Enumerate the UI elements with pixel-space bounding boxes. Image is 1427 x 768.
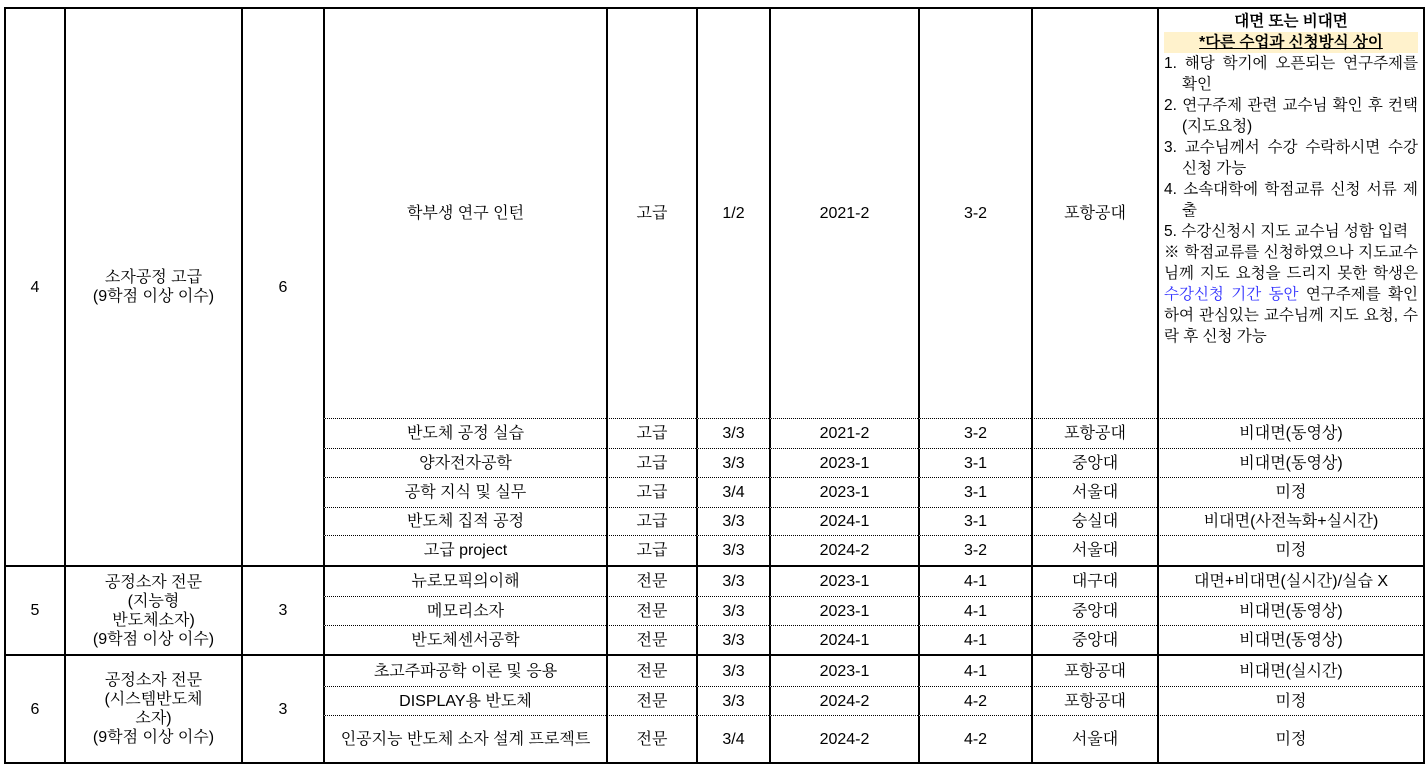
intern-note-cell	[1157, 9, 1423, 418]
cell-course-name: 뉴로모픽의이해	[323, 567, 606, 596]
course-group-5	[6, 565, 1423, 654]
cell-course-name: 공학 지식 및 실무	[323, 477, 606, 507]
cell-course-name: 반도체 공정 실습	[323, 418, 606, 448]
cell-level: 전문	[606, 686, 696, 715]
group-category	[64, 656, 241, 762]
category-line: (9학점 이상 이수)	[92, 729, 215, 746]
cell-ratio: 3/3	[696, 507, 769, 535]
cell-term: 2021-2	[769, 418, 918, 448]
cell-note: 미정	[1157, 535, 1423, 565]
note-step: 5. 수강신청시 지도 교수님 성함 입력	[1164, 223, 1409, 240]
cell-ratio: 3/3	[696, 656, 769, 686]
cell-note: 미정	[1157, 686, 1423, 715]
cell-term: 2023-1	[769, 567, 918, 596]
cell-level: 전문	[606, 596, 696, 625]
category-line: (시스템반도체	[104, 691, 203, 708]
cell-term: 2021-2	[769, 9, 918, 418]
cell-level: 고급	[606, 9, 696, 418]
group-category	[64, 9, 241, 565]
note-subtitle: *다른 수업과 신청방식 상이	[1164, 32, 1418, 53]
cell-grade-term: 3-2	[918, 418, 1031, 448]
category-line: (9학점 이상 이수)	[92, 288, 215, 305]
cell-grade-term: 4-2	[918, 686, 1031, 715]
cell-term: 2023-1	[769, 477, 918, 507]
category-line: 소자)	[135, 710, 172, 727]
cell-level: 전문	[606, 715, 696, 762]
cell-level: 고급	[606, 535, 696, 565]
note-step: 3. 교수님께서 수강 수락하시면 수강신청 가능	[1164, 139, 1418, 177]
cell-course-name: 고급 project	[323, 535, 606, 565]
category-line: 반도체소자)	[112, 611, 195, 629]
cell-university: 서울대	[1031, 715, 1157, 762]
cell-course-name: 반도체 집적 공정	[323, 507, 606, 535]
cell-ratio: 3/3	[696, 535, 769, 565]
note-step: 1. 해당 학기에 오픈되는 연구주제를 확인	[1164, 55, 1418, 93]
course-group-4	[6, 9, 1423, 565]
cell-grade-term: 3-2	[918, 535, 1031, 565]
group-number: 5	[30, 602, 40, 619]
cell-level: 고급	[606, 448, 696, 477]
cell-course-name: DISPLAY용 반도체	[323, 686, 606, 715]
cell-ratio: 3/3	[696, 596, 769, 625]
cell-term: 2023-1	[769, 448, 918, 477]
cell-grade-term: 3-1	[918, 507, 1031, 535]
cell-grade-term: 3-2	[918, 9, 1031, 418]
cell-course-name: 초고주파공학 이론 및 응용	[323, 656, 606, 686]
group-credits: 6	[241, 9, 323, 565]
cell-university: 숭실대	[1031, 507, 1157, 535]
cell-university: 중앙대	[1031, 596, 1157, 625]
course-group-6	[6, 654, 1423, 762]
cell-university: 서울대	[1031, 535, 1157, 565]
cell-term: 2024-2	[769, 535, 918, 565]
group-credits: 3	[241, 567, 323, 654]
cell-note: 대면+비대면(실시간)/실습 X	[1157, 567, 1423, 596]
note-title: 대면 또는 비대면	[1234, 13, 1348, 30]
category-line: 공정소자 전문	[104, 573, 203, 591]
cell-course-name: 양자전자공학	[323, 448, 606, 477]
cell-grade-term: 3-1	[918, 477, 1031, 507]
cell-term: 2024-2	[769, 715, 918, 762]
cell-note: 비대면(동영상)	[1157, 625, 1423, 654]
cell-grade-term: 4-1	[918, 596, 1031, 625]
note-remark: ※ 학점교류를 신청하였으나 지도교수님께 지도 요청을 드리지 못한 학생은 수강신청 기간 동안 연구주제를 확인하여 관심있는 교수님께 지도 요청, 수락 후 신청 가능	[1164, 244, 1418, 345]
course-table	[4, 7, 1425, 764]
note-step: 4. 소속대학에 학점교류 신청 서류 제출	[1164, 181, 1418, 219]
cell-note: 비대면(동영상)	[1157, 596, 1423, 625]
cell-grade-term: 4-2	[918, 715, 1031, 762]
cell-note: 비대면(사전녹화+실시간)	[1157, 507, 1423, 535]
cell-university: 서울대	[1031, 477, 1157, 507]
cell-university: 중앙대	[1031, 448, 1157, 477]
cell-ratio: 3/3	[696, 448, 769, 477]
cell-level: 전문	[606, 567, 696, 596]
cell-ratio: 3/3	[696, 567, 769, 596]
cell-level: 고급	[606, 507, 696, 535]
note-remark-highlighted-period: 수강신청 기간 동안	[1164, 286, 1299, 303]
cell-term: 2024-2	[769, 686, 918, 715]
cell-note: 미정	[1157, 715, 1423, 762]
cell-term: 2024-1	[769, 507, 918, 535]
note-step: 2. 연구주제 관련 교수님 확인 후 컨택(지도요청)	[1164, 97, 1419, 135]
cell-university: 포항공대	[1031, 686, 1157, 715]
cell-level: 고급	[606, 477, 696, 507]
group-number: 4	[30, 278, 40, 296]
cell-university: 포항공대	[1031, 418, 1157, 448]
cell-ratio: 3/3	[696, 418, 769, 448]
cell-grade-term: 3-1	[918, 448, 1031, 477]
cell-course-name: 학부생 연구 인턴	[323, 9, 606, 418]
cell-level: 전문	[606, 656, 696, 686]
category-line: (9학점 이상 이수)	[92, 630, 215, 648]
cell-ratio: 3/3	[696, 686, 769, 715]
cell-university: 중앙대	[1031, 625, 1157, 654]
cell-university: 대구대	[1031, 567, 1157, 596]
category-line: 소자공정 고급	[104, 269, 203, 286]
cell-ratio: 3/4	[696, 477, 769, 507]
group-category	[64, 567, 241, 654]
cell-university: 포항공대	[1031, 656, 1157, 686]
cell-ratio: 3/4	[696, 715, 769, 762]
category-line: (지능형	[127, 592, 180, 610]
cell-grade-term: 4-1	[918, 567, 1031, 596]
cell-term: 2023-1	[769, 596, 918, 625]
cell-course-name: 반도체센서공학	[323, 625, 606, 654]
cell-grade-term: 4-1	[918, 656, 1031, 686]
cell-note: 미정	[1157, 477, 1423, 507]
cell-term: 2023-1	[769, 656, 918, 686]
cell-ratio: 1/2	[696, 9, 769, 418]
cell-university: 포항공대	[1031, 9, 1157, 418]
cell-grade-term: 4-1	[918, 625, 1031, 654]
cell-note: 비대면(실시간)	[1157, 656, 1423, 686]
cell-ratio: 3/3	[696, 625, 769, 654]
cell-term: 2024-1	[769, 625, 918, 654]
cell-note: 비대면(동영상)	[1157, 448, 1423, 477]
cell-level: 전문	[606, 625, 696, 654]
cell-level: 고급	[606, 418, 696, 448]
group-number: 6	[30, 700, 40, 718]
cell-note: 비대면(동영상)	[1157, 418, 1423, 448]
group-credits: 3	[241, 656, 323, 762]
category-line: 공정소자 전문	[104, 672, 203, 689]
cell-course-name: 인공지능 반도체 소자 설계 프로젝트	[323, 715, 606, 762]
cell-course-name: 메모리소자	[323, 596, 606, 625]
